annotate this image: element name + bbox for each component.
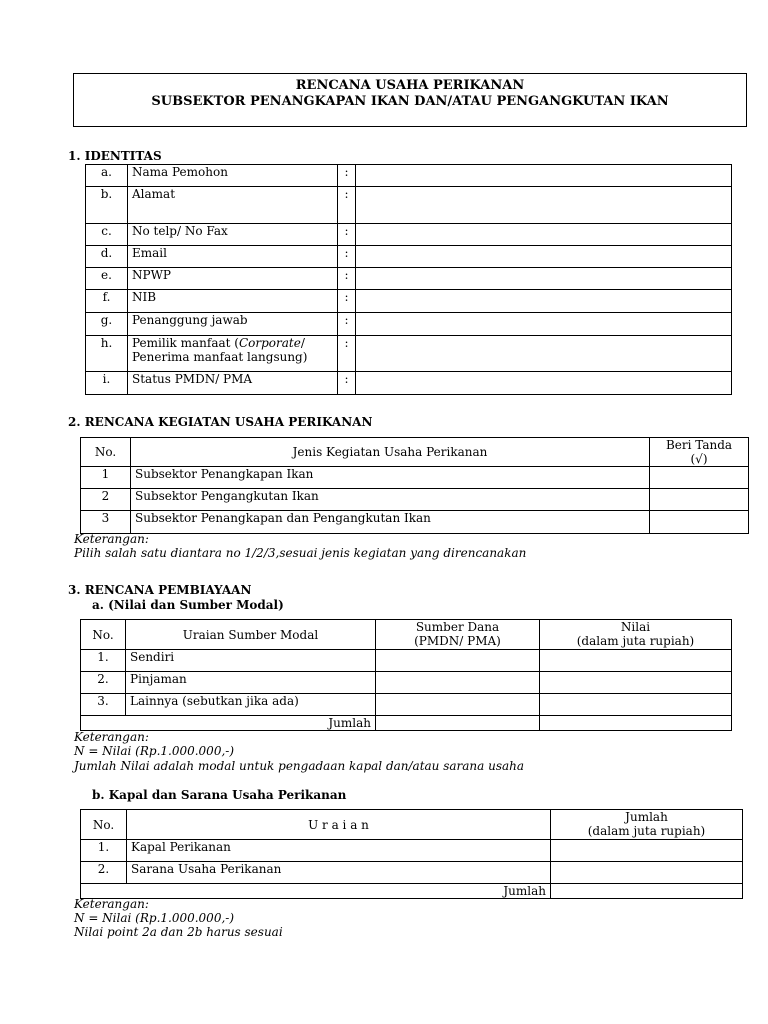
- table-row: [86, 313, 732, 336]
- s2-note-label: Keterangan:: [74, 532, 149, 546]
- row-text: Sarana Usaha Perikanan: [127, 862, 551, 884]
- subsection-a-heading: a. (Nilai dan Sumber Modal): [92, 598, 284, 612]
- tanda-checkbox-1[interactable]: [650, 467, 749, 489]
- colon: :: [338, 313, 356, 336]
- col-header-no: No.: [81, 620, 126, 650]
- table-row: [86, 246, 732, 268]
- kapal-sarana-table: [80, 809, 743, 899]
- table-row: [86, 187, 732, 224]
- kegiatan-table: [80, 437, 749, 534]
- row-letter: i.: [86, 372, 128, 395]
- row-letter: a.: [86, 165, 128, 187]
- table-row: [81, 840, 743, 862]
- table-row: [81, 694, 732, 716]
- table-row: [86, 268, 732, 290]
- col-header-jumlah: [551, 810, 743, 840]
- table-row: [81, 672, 732, 694]
- field-label: Status PMDN/ PMA: [128, 372, 338, 395]
- row-letter: b.: [86, 187, 128, 224]
- title-line-2: SUBSEKTOR PENANGKAPAN IKAN DAN/ATAU PENGANGKUTAN IKAN: [151, 94, 669, 109]
- section-1-heading: 1. IDENTITAS: [68, 149, 162, 163]
- table-row: [86, 336, 732, 372]
- tanda-label: Beri Tanda: [665, 438, 733, 452]
- field-label: NIB: [128, 290, 338, 313]
- s3b-note-1: N = Nilai (Rp.1.000.000,-): [74, 911, 235, 925]
- jumlah-field[interactable]: [551, 840, 743, 862]
- field-label: No telp/ No Fax: [128, 224, 338, 246]
- sumber-field[interactable]: [376, 694, 540, 716]
- s2-note-text: Pilih salah satu diantara no 1/2/3,sesuai jenis kegiatan yang direncanakan: [74, 546, 527, 560]
- row-no: 2.: [81, 672, 126, 694]
- col-header-no: No.: [81, 438, 131, 467]
- row-no: 2: [81, 489, 131, 511]
- row-no: 2.: [81, 862, 127, 884]
- title-line-1: RENCANA USAHA PERIKANAN: [295, 78, 525, 93]
- npwp-field[interactable]: [356, 268, 732, 290]
- field-label: Alamat: [128, 187, 338, 224]
- table-row: [86, 290, 732, 313]
- field-label: [128, 336, 338, 372]
- label-part: Pemilik manfaat (: [132, 336, 239, 350]
- penanggung-jawab-field[interactable]: [356, 313, 732, 336]
- header-line: Jumlah: [625, 810, 668, 824]
- telp-fax-field[interactable]: [356, 224, 732, 246]
- s3b-note-2: Nilai point 2a dan 2b harus sesuai: [74, 925, 283, 939]
- nilai-field[interactable]: [540, 672, 732, 694]
- colon: :: [338, 165, 356, 187]
- tanda-checkbox-2[interactable]: [650, 489, 749, 511]
- col-header-no: No.: [81, 810, 127, 840]
- row-letter: g.: [86, 313, 128, 336]
- tanda-mark: (√): [690, 452, 708, 466]
- colon: :: [338, 224, 356, 246]
- jumlah-label: Jumlah: [81, 884, 551, 899]
- s3a-note-1: N = Nilai (Rp.1.000.000,-): [74, 744, 235, 758]
- table-total-row: [81, 716, 732, 731]
- sumber-field[interactable]: [376, 672, 540, 694]
- header-line: Sumber Dana: [415, 620, 500, 634]
- section-2-heading: 2. RENCANA KEGIATAN USAHA PERIKANAN: [68, 415, 373, 429]
- table-header-row: [81, 620, 732, 650]
- sumber-field[interactable]: [376, 650, 540, 672]
- table-row: [81, 489, 749, 511]
- col-header-sumber: [376, 620, 540, 650]
- s3a-note-2: Jumlah Nilai adalah modal untuk pengadaan kapal dan/atau sarana usaha: [74, 759, 525, 773]
- field-label: Email: [128, 246, 338, 268]
- jumlah-label: Jumlah: [81, 716, 376, 731]
- row-letter: h.: [86, 336, 128, 372]
- row-text: Subsektor Penangkapan dan Pengangkutan Ikan: [131, 511, 650, 534]
- row-letter: d.: [86, 246, 128, 268]
- col-header-nilai: [540, 620, 732, 650]
- alamat-field[interactable]: [356, 187, 732, 224]
- label-part: Penerima manfaat langsung): [132, 350, 308, 364]
- s3b-note-label: Keterangan:: [74, 897, 149, 911]
- col-header-jenis: Jenis Kegiatan Usaha Perikanan: [131, 438, 650, 467]
- jumlah-field[interactable]: [551, 862, 743, 884]
- table-row: [81, 862, 743, 884]
- nilai-field[interactable]: [540, 650, 732, 672]
- row-no: 1.: [81, 650, 126, 672]
- table-header-row: [81, 810, 743, 840]
- status-pmdn-field[interactable]: [356, 372, 732, 395]
- row-text: Pinjaman: [126, 672, 376, 694]
- sumber-modal-table: [80, 619, 732, 731]
- table-row: [81, 511, 749, 534]
- row-text: Lainnya (sebutkan jika ada): [126, 694, 376, 716]
- identitas-table: [85, 164, 732, 395]
- colon: :: [338, 268, 356, 290]
- colon: :: [338, 336, 356, 372]
- row-text: Sendiri: [126, 650, 376, 672]
- field-label: Penanggung jawab: [128, 313, 338, 336]
- row-no: 3.: [81, 694, 126, 716]
- label-part: /: [300, 336, 305, 350]
- row-no: 1: [81, 467, 131, 489]
- email-field[interactable]: [356, 246, 732, 268]
- row-text: Kapal Perikanan: [127, 840, 551, 862]
- row-letter: e.: [86, 268, 128, 290]
- pemilik-manfaat-field[interactable]: [356, 336, 732, 372]
- header-line: (dalam juta rupiah): [576, 634, 695, 648]
- colon: :: [338, 187, 356, 224]
- nama-pemohon-field[interactable]: [356, 165, 732, 187]
- table-total-row: [81, 884, 743, 899]
- field-label: NPWP: [128, 268, 338, 290]
- table-row: [81, 650, 732, 672]
- row-letter: c.: [86, 224, 128, 246]
- sumber-total-field[interactable]: [376, 716, 540, 731]
- colon: :: [338, 290, 356, 313]
- jumlah-total-field[interactable]: [551, 884, 743, 899]
- row-text: Subsektor Penangkapan Ikan: [131, 467, 650, 489]
- document-title-box: [73, 73, 747, 127]
- col-header-tanda: [650, 438, 749, 467]
- row-no: 1.: [81, 840, 127, 862]
- table-row: [86, 165, 732, 187]
- row-text: Subsektor Pengangkutan Ikan: [131, 489, 650, 511]
- label-italic: Corporate: [238, 336, 301, 350]
- table-row: [86, 224, 732, 246]
- s3a-note-label: Keterangan:: [74, 730, 149, 744]
- row-no: 3: [81, 511, 131, 534]
- nilai-total-field[interactable]: [540, 716, 732, 731]
- colon: :: [338, 372, 356, 395]
- row-letter: f.: [86, 290, 128, 313]
- header-line: (PMDN/ PMA): [414, 634, 501, 648]
- colon: :: [338, 246, 356, 268]
- subsection-b-heading: b. Kapal dan Sarana Usaha Perikanan: [92, 788, 347, 802]
- field-label: Nama Pemohon: [128, 165, 338, 187]
- nib-field[interactable]: [356, 290, 732, 313]
- table-row: [86, 372, 732, 395]
- tanda-checkbox-3[interactable]: [650, 511, 749, 534]
- section-3-heading: 3. RENCANA PEMBIAYAAN: [68, 583, 252, 597]
- table-header-row: [81, 438, 749, 467]
- header-line: Nilai: [620, 620, 651, 634]
- header-line: (dalam juta rupiah): [587, 824, 706, 838]
- nilai-field[interactable]: [540, 694, 732, 716]
- col-header-uraian: Uraian Sumber Modal: [126, 620, 376, 650]
- col-header-uraian: U r a i a n: [127, 810, 551, 840]
- table-row: [81, 467, 749, 489]
